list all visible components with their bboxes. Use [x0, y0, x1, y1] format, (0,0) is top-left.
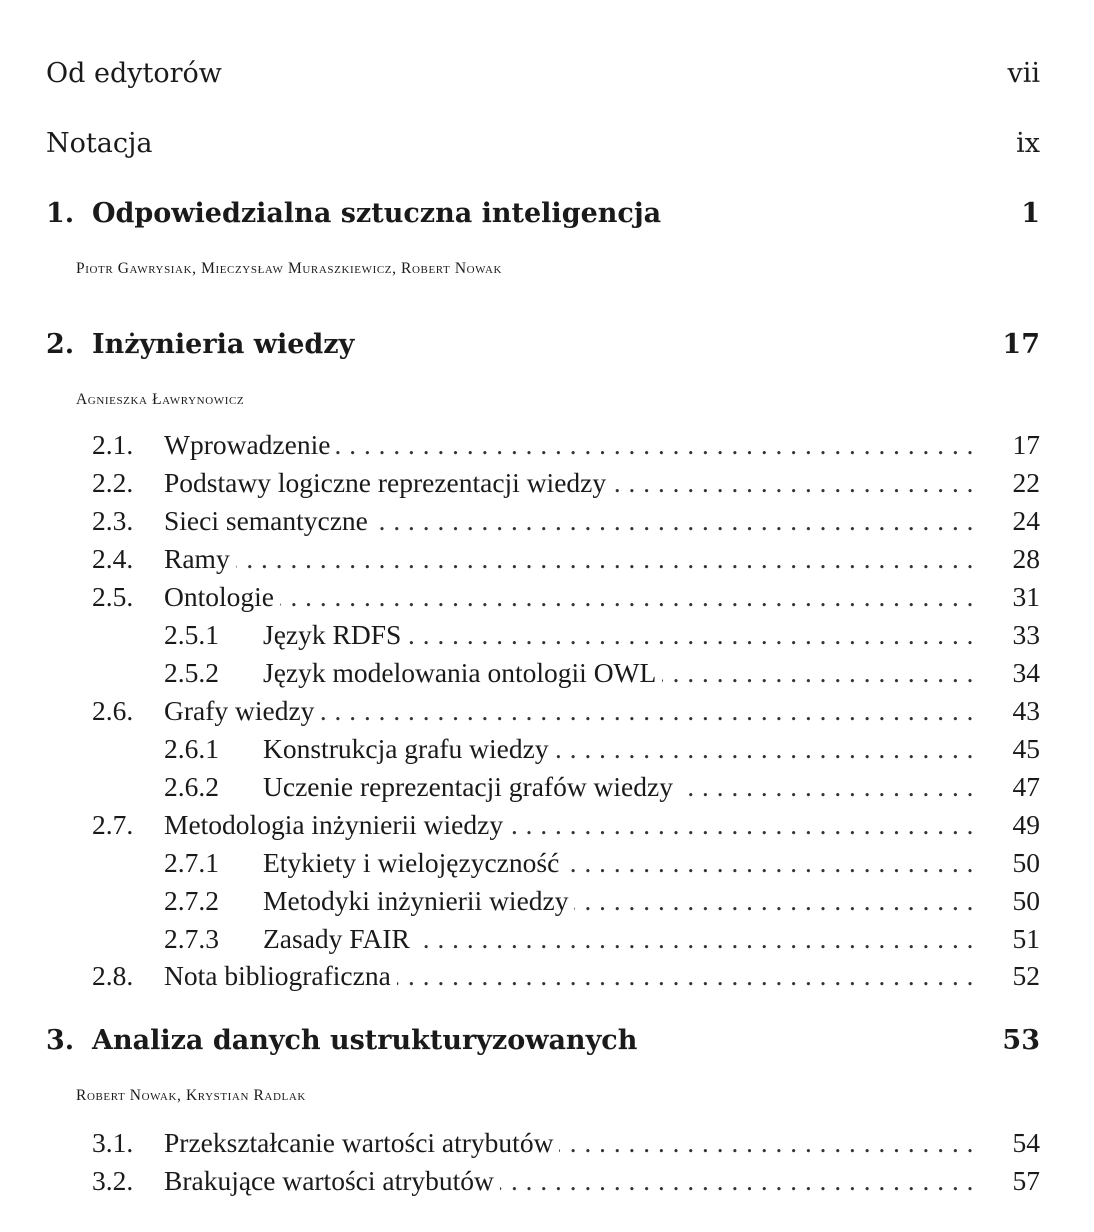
- section-page: 33: [1012, 619, 1040, 650]
- section-title: Grafy wiedzy: [164, 695, 315, 726]
- entry-page: ix: [1016, 128, 1040, 159]
- section-title: Ramy: [164, 543, 230, 574]
- dot-leader: [320, 692, 974, 730]
- section-number: 2.3.: [92, 505, 134, 536]
- chapter-title: Analiza danych ustrukturyzowanych: [92, 1025, 638, 1056]
- toc-subsection[interactable]: [164, 616, 1040, 654]
- dot-leader: [280, 578, 974, 616]
- dot-leader: [555, 730, 974, 768]
- section-page: 43: [1012, 695, 1040, 726]
- chapter-number: 3.: [46, 1025, 75, 1056]
- section-number: 2.5.: [92, 581, 134, 612]
- section-number: 2.4.: [92, 543, 134, 574]
- dot-leader: [679, 768, 974, 806]
- section-title: Konstrukcja grafu wiedzy: [263, 733, 549, 764]
- section-number: 2.5.2: [164, 657, 219, 688]
- chapter-2-authors: Agnieszka Ławrynowicz: [76, 391, 245, 408]
- section-number: 3.2.: [92, 1165, 134, 1196]
- section-title: Sieci semantyczne: [164, 505, 368, 536]
- entry-page: vii: [1007, 58, 1040, 89]
- dot-leader: [509, 806, 974, 844]
- section-number: 2.6.2: [164, 771, 219, 802]
- section-title: Nota bibliograficzna: [164, 960, 391, 991]
- section-title: Brakujące wartości atrybutów: [164, 1165, 494, 1196]
- section-page: 50: [1012, 847, 1040, 878]
- section-title: Podstawy logiczne reprezentacji wiedzy: [164, 467, 607, 498]
- section-title: Język modelowania ontologii OWL: [263, 657, 657, 688]
- dot-leader: [416, 920, 974, 958]
- entry-title: Notacja: [46, 128, 153, 159]
- dot-leader: [236, 540, 974, 578]
- section-page: 22: [1012, 467, 1040, 498]
- section-page: 49: [1012, 809, 1040, 840]
- toc-subsection[interactable]: [164, 920, 1040, 958]
- dot-leader: [612, 464, 974, 502]
- toc-entry-od-edytorow[interactable]: [46, 58, 1040, 89]
- chapter-3-authors: Robert Nowak, Krystian Radlak: [76, 1087, 306, 1104]
- section-page: 54: [1012, 1127, 1040, 1158]
- toc-section[interactable]: [92, 1124, 1040, 1162]
- section-title: Etykiety i wielojęzyczność: [263, 847, 560, 878]
- section-number: 2.7.: [92, 809, 134, 840]
- section-title: Przekształcanie wartości atrybutów: [164, 1127, 554, 1158]
- chapter-number: 1.: [46, 198, 75, 229]
- section-page: 50: [1012, 885, 1040, 916]
- chapter-page: 17: [1002, 329, 1040, 360]
- toc-section[interactable]: [92, 957, 1040, 995]
- section-number: 2.5.1: [164, 619, 219, 650]
- toc-subsection[interactable]: [164, 844, 1040, 882]
- section-number: 3.1.: [92, 1127, 134, 1158]
- chapter-1-heading[interactable]: [46, 198, 1040, 229]
- toc-section[interactable]: [92, 692, 1040, 730]
- section-page: 52: [1012, 960, 1040, 991]
- entry-title: Od edytorów: [46, 58, 222, 89]
- toc-section[interactable]: [92, 502, 1040, 540]
- dot-leader: [407, 616, 974, 654]
- toc-subsection[interactable]: [164, 768, 1040, 806]
- section-title: Język RDFS: [263, 619, 402, 650]
- toc-subsection[interactable]: [164, 730, 1040, 768]
- dot-leader: [574, 882, 974, 920]
- section-title: Uczenie reprezentacji grafów wiedzy: [263, 771, 673, 802]
- section-number: 2.1.: [92, 429, 134, 460]
- section-title: Wprowadzenie: [164, 429, 331, 460]
- dot-leader: [374, 502, 974, 540]
- section-title: Metodologia inżynierii wiedzy: [164, 809, 504, 840]
- dot-leader: [336, 426, 974, 464]
- chapter-title: Odpowiedzialna sztuczna inteligencja: [92, 198, 662, 229]
- dot-leader: [397, 957, 974, 995]
- toc-section[interactable]: [92, 578, 1040, 616]
- chapter-title: Inżynieria wiedzy: [92, 329, 355, 360]
- section-number: 2.8.: [92, 960, 134, 991]
- section-number: 2.7.2: [164, 885, 219, 916]
- section-number: 2.7.3: [164, 923, 219, 954]
- chapter-page: 1: [1021, 198, 1040, 229]
- dot-leader: [500, 1162, 974, 1200]
- section-page: 28: [1012, 543, 1040, 574]
- section-page: 17: [1012, 429, 1040, 460]
- chapter-2-heading[interactable]: [46, 329, 1040, 360]
- chapter-3-heading[interactable]: [46, 1025, 1040, 1056]
- section-page: 57: [1012, 1165, 1040, 1196]
- toc-subsection[interactable]: [164, 882, 1040, 920]
- toc-section[interactable]: [92, 1162, 1040, 1200]
- section-page: 34: [1012, 657, 1040, 688]
- toc-entry-notacja[interactable]: [46, 128, 1040, 159]
- chapter-1-authors: Piotr Gawrysiak, Mieczysław Muraszkiewicz, Robert Nowak: [76, 260, 503, 277]
- section-title: Metodyki inżynierii wiedzy: [263, 885, 569, 916]
- section-title: Ontologie: [164, 581, 274, 612]
- section-number: 2.6.1: [164, 733, 219, 764]
- chapter-page: 53: [1002, 1025, 1040, 1056]
- section-page: 47: [1012, 771, 1040, 802]
- section-page: 45: [1012, 733, 1040, 764]
- section-title: Zasady FAIR: [263, 923, 410, 954]
- section-number: 2.2.: [92, 467, 134, 498]
- dot-leader: [559, 1124, 974, 1162]
- dot-leader: [565, 844, 974, 882]
- toc-section[interactable]: [92, 540, 1040, 578]
- toc-section[interactable]: [92, 426, 1040, 464]
- toc-subsection[interactable]: [164, 654, 1040, 692]
- section-page: 31: [1012, 581, 1040, 612]
- toc-section[interactable]: [92, 806, 1040, 844]
- dot-leader: [662, 654, 974, 692]
- toc-section[interactable]: [92, 464, 1040, 502]
- section-number: 2.7.1: [164, 847, 219, 878]
- section-page: 51: [1012, 923, 1040, 954]
- section-number: 2.6.: [92, 695, 134, 726]
- chapter-number: 2.: [46, 329, 75, 360]
- section-page: 24: [1012, 505, 1040, 536]
